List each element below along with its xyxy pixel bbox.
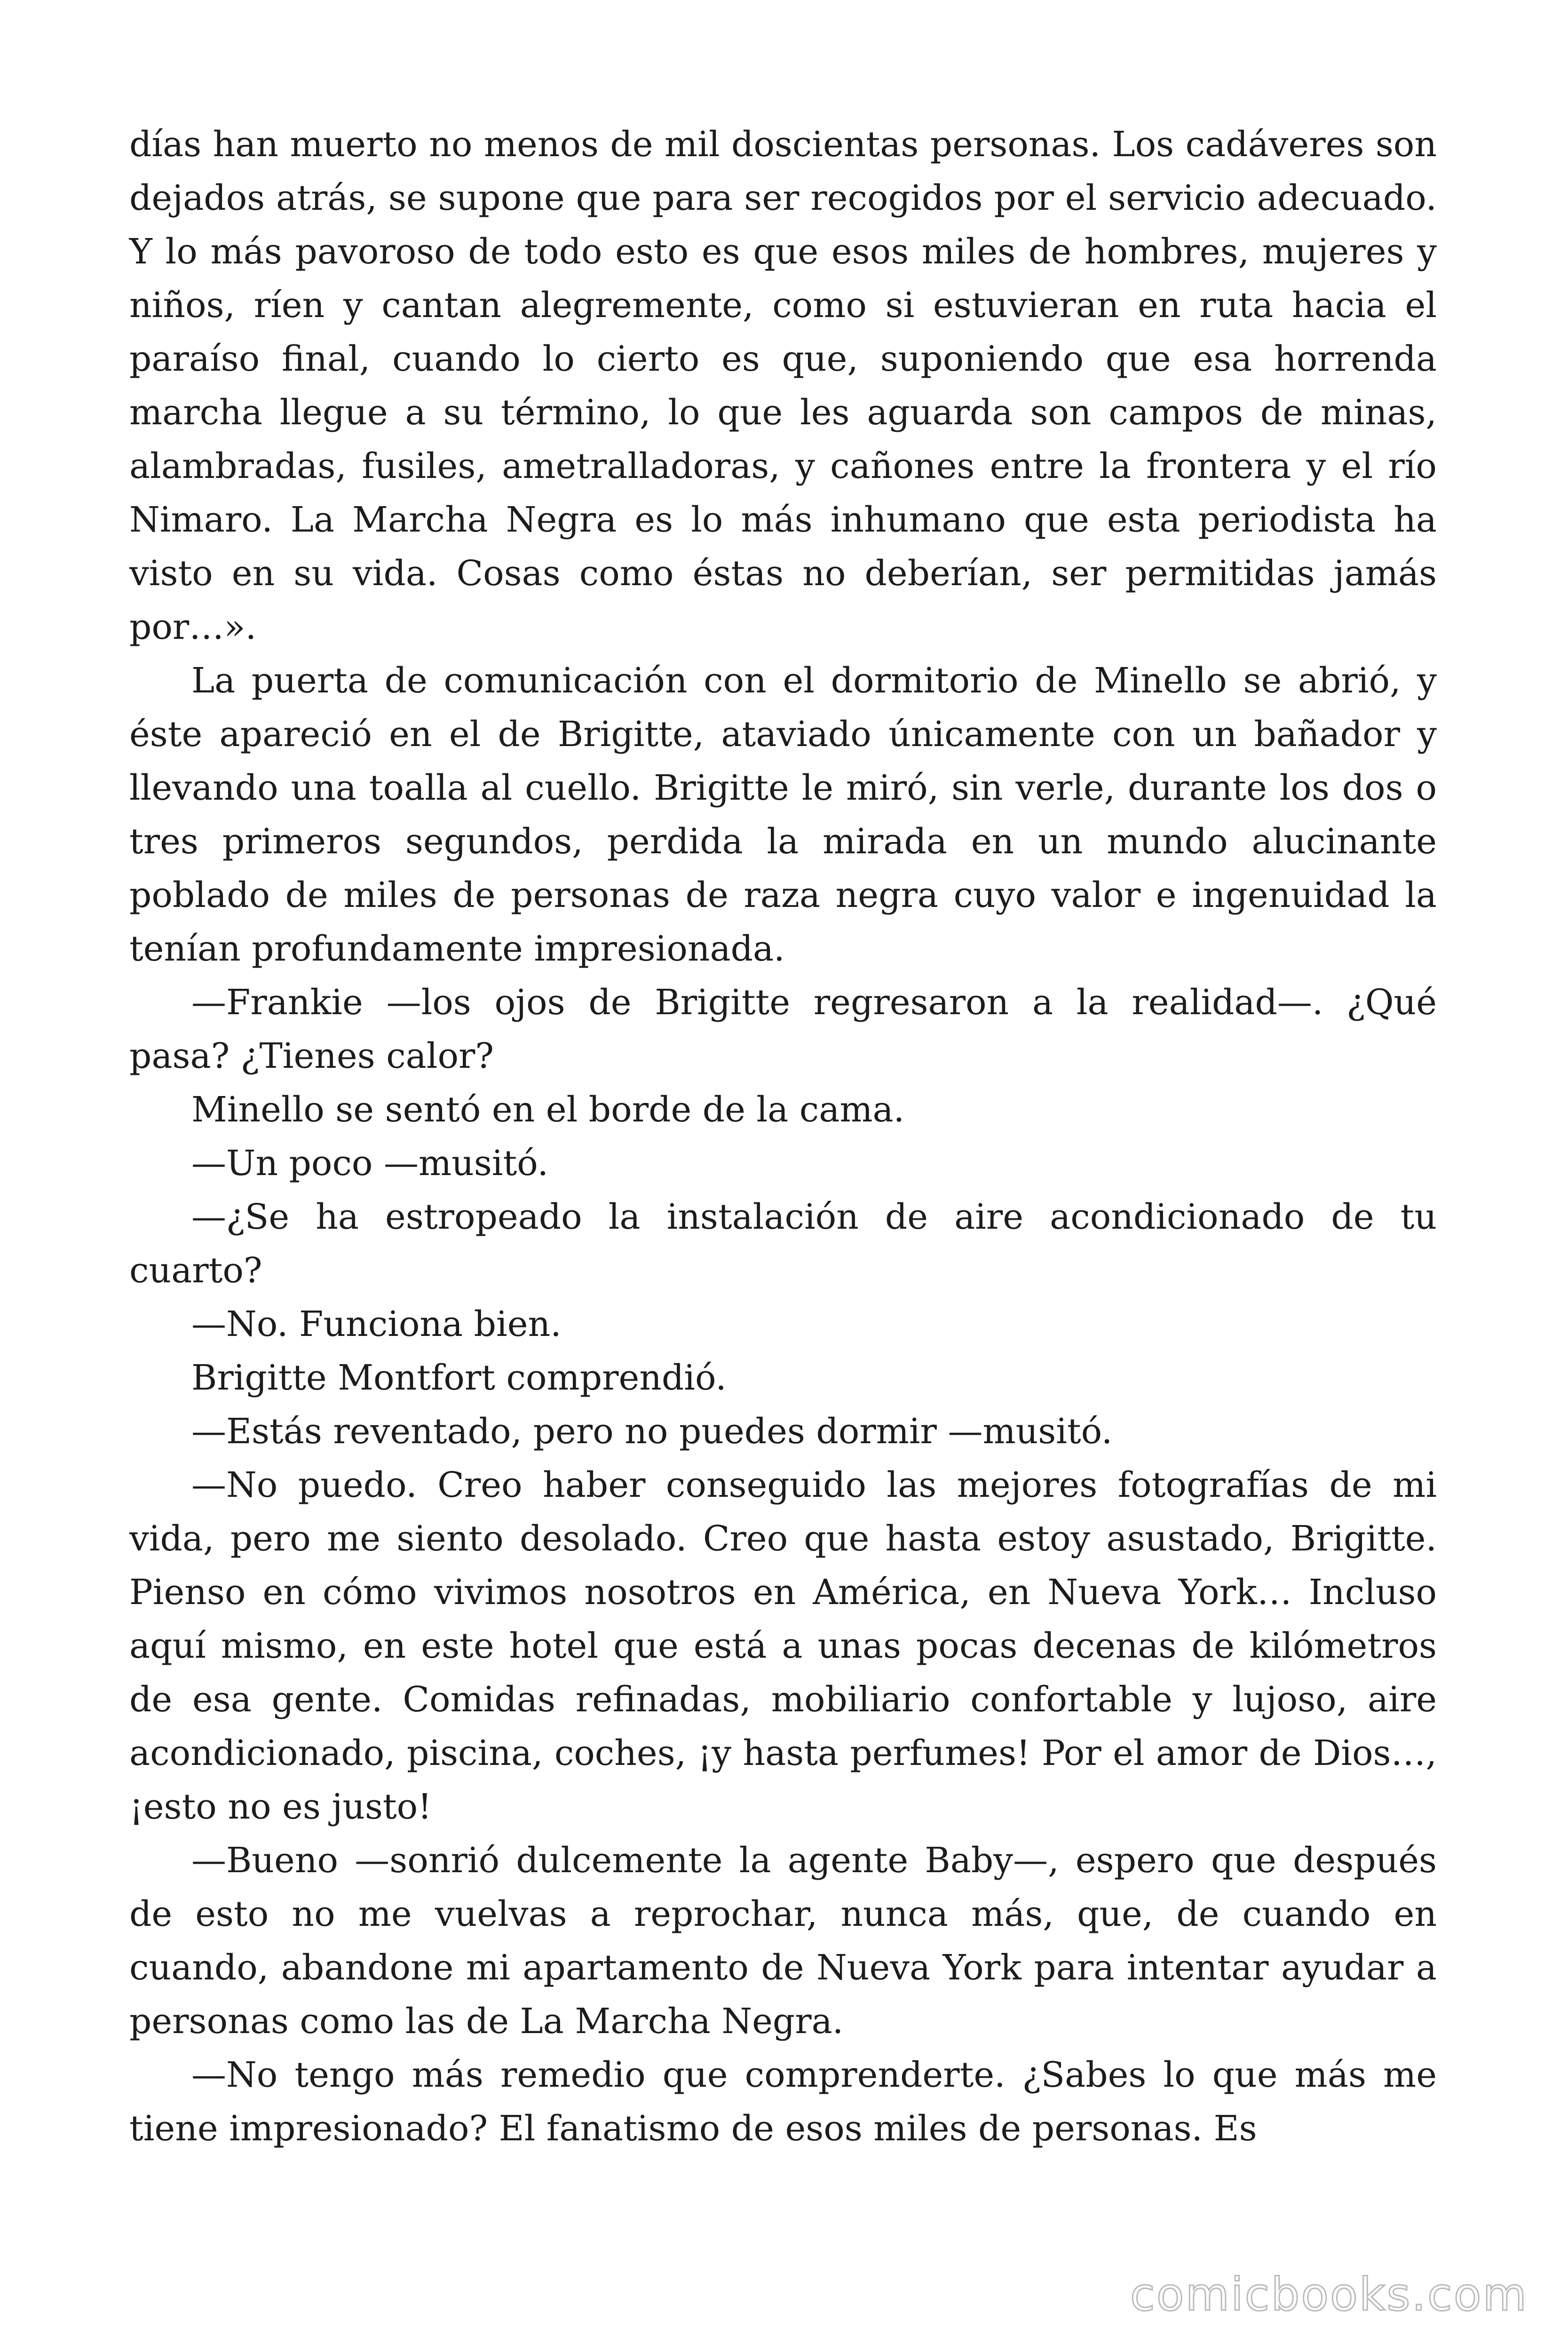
paragraph: Brigitte Montfort comprendió. — [191, 1358, 727, 1398]
paragraph: —No. Funciona bien. — [191, 1304, 562, 1344]
paragraph: —Frankie —los ojos de Brigitte regresaron a la realidad—. ¿Qué pasa? ¿Tienes calor? — [129, 982, 1437, 1076]
paragraph: —¿Se ha estropeado la instalación de aire acondicionado de tu cuarto? — [129, 1197, 1437, 1291]
body-text — [129, 118, 1437, 2155]
paragraph: —Bueno —sonrió dulcemente la agente Baby—, espero que después de esto no me vuelvas a reprochar, nunca más, que, de cuando en cuando, abandone mi apartamento de Nueva York para intentar ayudar a personas como las de La Marcha Negra. — [129, 1840, 1437, 2042]
paragraph: días han muerto no menos de mil doscientas personas. Los cadáveres son dejados atrás, se supone que para ser recogidos por el servicio adecuado. Y lo más pavoroso de todo esto es que esos miles de hombres, mujeres y niños, ríen y cantan alegremente, como si estuvieran en ruta hacia el paraíso final, cuando lo cierto es que, suponiendo que esa horrenda marcha llegue a su término, lo que les aguarda son campos de minas, alambradas, fusiles, ametralladoras, y cañones entre la frontera y el río Nimaro. La Marcha Negra es lo más inhumano que esta periodista ha visto en su vida. Cosas como éstas no deberían, ser permitidas jamás por…». — [129, 124, 1437, 647]
paragraph: —Un poco —musitó. — [191, 1143, 548, 1184]
paragraph: —Estás reventado, pero no puedes dormir —musitó. — [191, 1411, 1113, 1452]
paragraph: La puerta de comunicación con el dormitorio de Minello se abrió, y éste apareció en el de Brigitte, ataviado únicamente con un bañador y llevando una toalla al cuello. Brigitte le miró, sin verle, durante los dos o tres primeros segundos, perdida la mirada en un mundo alucinante poblado de miles de personas de raza negra cuyo valor e ingenuidad la tenían profundamente impresionada. — [129, 660, 1437, 969]
paragraph: —No tengo más remedio que comprenderte. ¿Sabes lo que más me tiene impresionado? El fanatismo de esos miles de personas. Es — [129, 2055, 1437, 2149]
paragraph: Minello se sentó en el borde de la cama. — [191, 1089, 905, 1130]
paragraph: —No puedo. Creo haber conseguido las mejores fotografías de mi vida, pero me siento desolado. Creo que hasta estoy asustado, Brigitte. Pienso en cómo vivimos nosotros en América, en Nueva York… Incluso aquí mismo, en este hotel que está a unas pocas decenas de kilómetros de esa gente. Comidas refinadas, mobiliario confortable y lujoso, aire acondicionado, piscina, coches, ¡y hasta perfumes! Por el amor de Dios…, ¡esto no es justo! — [129, 1465, 1437, 1827]
watermark: comicbooks.com — [1130, 2268, 1528, 2321]
